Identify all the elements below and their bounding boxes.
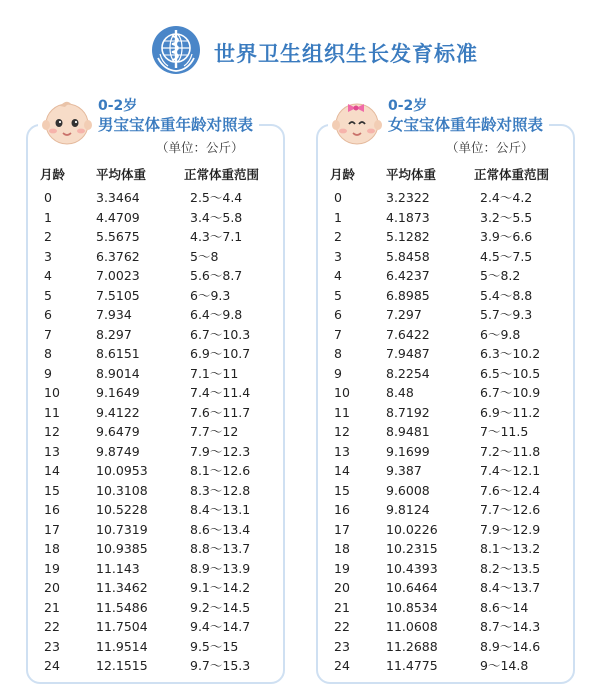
- column-header-normal-range: 正常体重范围: [474, 167, 550, 182]
- average-weight-cell: 8.48: [386, 385, 414, 400]
- normal-range-cell: 9.7～15.3: [190, 658, 251, 673]
- average-weight-cell: 11.7504: [96, 619, 148, 634]
- table-row: [330, 442, 565, 462]
- normal-range-cell: 9.2～14.5: [190, 599, 251, 615]
- average-weight-cell: 6.4237: [386, 268, 430, 283]
- average-weight-cell: 11.9514: [96, 638, 148, 654]
- age-month-cell: 9: [44, 365, 52, 381]
- average-weight-cell: 5.1282: [386, 229, 430, 244]
- table-row: [40, 461, 275, 481]
- age-month-cell: 21: [44, 599, 60, 615]
- table-row: [330, 266, 565, 286]
- table-row: [330, 286, 565, 306]
- normal-range-cell: 9.5～15: [190, 638, 239, 654]
- panel-heading: [382, 97, 549, 135]
- normal-range-cell: 4.3～7.1: [190, 229, 243, 244]
- page-header: [0, 0, 605, 80]
- average-weight-cell: 10.8534: [386, 599, 438, 615]
- average-weight-cell: 7.9487: [386, 346, 430, 361]
- normal-range-cell: 7.2～11.8: [480, 443, 541, 459]
- average-weight-cell: 7.6422: [386, 326, 430, 342]
- normal-range-cell: 8.9～14.6: [480, 638, 541, 654]
- column-header-average-weight: 平均体重: [386, 167, 437, 182]
- column-header-average-weight: 平均体重: [96, 167, 147, 182]
- normal-range-cell: 5.4～8.8: [480, 287, 533, 303]
- normal-range-cell: 8.6～13.4: [190, 521, 251, 537]
- age-month-cell: 21: [334, 599, 350, 615]
- table-body: [330, 188, 565, 676]
- table-row: [330, 617, 565, 637]
- average-weight-cell: 12.1515: [96, 658, 148, 673]
- age-month-cell: 18: [334, 541, 350, 556]
- average-weight-cell: 10.4393: [386, 560, 438, 576]
- average-weight-cell: 10.5228: [96, 502, 148, 517]
- age-month-cell: 20: [334, 580, 350, 595]
- normal-range-cell: 3.2～5.5: [480, 209, 533, 225]
- age-month-cell: 4: [44, 268, 52, 283]
- age-month-cell: 13: [334, 443, 350, 459]
- age-month-cell: 9: [334, 365, 342, 381]
- normal-range-cell: 9～14.8: [480, 658, 529, 673]
- age-month-cell: 12: [334, 424, 350, 439]
- normal-range-cell: 6.9～11.2: [480, 404, 541, 420]
- normal-range-cell: 8.3～12.8: [190, 482, 251, 498]
- normal-range-cell: 5～8: [190, 248, 219, 264]
- average-weight-cell: 8.9481: [386, 424, 430, 439]
- table-row: [330, 188, 565, 208]
- table-row: [330, 227, 565, 247]
- age-month-cell: 14: [334, 463, 350, 478]
- age-month-cell: 3: [334, 248, 342, 264]
- average-weight-cell: 11.0608: [386, 619, 438, 634]
- table-row: [40, 383, 275, 403]
- average-weight-cell: 9.387: [386, 463, 422, 478]
- average-weight-cell: 11.3462: [96, 580, 148, 595]
- panel-title: 男宝宝体重年龄对照表: [98, 116, 254, 134]
- table-row: [330, 364, 565, 384]
- normal-range-cell: 7.7～12.6: [480, 502, 541, 517]
- weight-table: [40, 164, 275, 676]
- table-row: [40, 442, 275, 462]
- normal-range-cell: 6.7～10.9: [480, 385, 541, 400]
- age-month-cell: 15: [44, 482, 60, 498]
- table-row: [330, 383, 565, 403]
- normal-range-cell: 8.9～13.9: [190, 560, 251, 576]
- average-weight-cell: 11.5486: [96, 599, 148, 615]
- normal-range-cell: 6.4～9.8: [190, 307, 243, 322]
- age-month-cell: 10: [44, 385, 60, 400]
- table-row: [330, 637, 565, 657]
- normal-range-cell: 5.6～8.7: [190, 268, 243, 283]
- average-weight-cell: 7.297: [386, 307, 422, 322]
- age-month-cell: 5: [44, 287, 52, 303]
- average-weight-cell: 3.3464: [96, 190, 140, 205]
- average-weight-cell: 5.8458: [386, 248, 430, 264]
- age-month-cell: 6: [44, 307, 52, 322]
- table-row: [40, 598, 275, 618]
- average-weight-cell: 8.297: [96, 326, 132, 342]
- table-row: [40, 656, 275, 676]
- average-weight-cell: 9.8749: [96, 443, 140, 459]
- age-month-cell: 16: [334, 502, 350, 517]
- normal-range-cell: 6.9～10.7: [190, 346, 251, 361]
- table-row: [330, 305, 565, 325]
- age-month-cell: 19: [44, 560, 60, 576]
- table-row: [330, 344, 565, 364]
- unit-label: （单位：公斤）: [156, 140, 244, 155]
- age-month-cell: 24: [44, 658, 60, 673]
- normal-range-cell: 5～8.2: [480, 268, 521, 283]
- average-weight-cell: 10.0953: [96, 463, 148, 478]
- table-row: [40, 520, 275, 540]
- table-row: [330, 578, 565, 598]
- column-header-normal-range: 正常体重范围: [184, 167, 260, 182]
- baby-girl-face-icon: [328, 96, 386, 148]
- table-header-row: [330, 164, 565, 186]
- average-weight-cell: 9.4122: [96, 404, 140, 420]
- normal-range-cell: 9.1～14.2: [190, 580, 251, 595]
- normal-range-cell: 2.5～4.4: [190, 190, 243, 205]
- average-weight-cell: 10.7319: [96, 521, 148, 537]
- column-header-age: 月龄: [330, 167, 356, 182]
- table-body: [40, 188, 275, 676]
- table-row: [40, 286, 275, 306]
- table-row: [40, 364, 275, 384]
- age-month-cell: 18: [44, 541, 60, 556]
- average-weight-cell: 8.9014: [96, 365, 140, 381]
- age-month-cell: 2: [44, 229, 52, 244]
- normal-range-cell: 8.1～13.2: [480, 541, 541, 556]
- age-month-cell: 10: [334, 385, 350, 400]
- average-weight-cell: 7.934: [96, 307, 132, 322]
- age-month-cell: 4: [334, 268, 342, 283]
- age-month-cell: 22: [44, 619, 60, 634]
- age-month-cell: 11: [44, 404, 60, 420]
- who-emblem-icon: [150, 24, 202, 76]
- age-month-cell: 17: [334, 521, 350, 537]
- age-range-label: 0-2岁: [98, 98, 138, 114]
- age-month-cell: 11: [334, 404, 350, 420]
- table-row: [330, 559, 565, 579]
- age-month-cell: 1: [334, 209, 342, 225]
- age-month-cell: 12: [44, 424, 60, 439]
- panel-title: 女宝宝体重年龄对照表: [388, 116, 544, 134]
- table-header-row: [40, 164, 275, 186]
- panel-heading: [92, 97, 259, 135]
- average-weight-cell: 4.1873: [386, 209, 430, 225]
- normal-range-cell: 7.6～12.4: [480, 482, 541, 498]
- normal-range-cell: 7.7～12: [190, 424, 239, 439]
- table-row: [330, 325, 565, 345]
- average-weight-cell: 9.8124: [386, 502, 430, 517]
- average-weight-cell: 9.6479: [96, 424, 140, 439]
- age-month-cell: 24: [334, 658, 350, 673]
- normal-range-cell: 8.2～13.5: [480, 560, 541, 576]
- girls-weight-panel: [316, 96, 575, 684]
- average-weight-cell: 6.3762: [96, 248, 140, 264]
- normal-range-cell: 8.6～14: [480, 599, 529, 615]
- age-month-cell: 6: [334, 307, 342, 322]
- normal-range-cell: 8.4～13.1: [190, 502, 251, 517]
- normal-range-cell: 2.4～4.2: [480, 190, 533, 205]
- normal-range-cell: 7.1～11: [190, 365, 239, 381]
- average-weight-cell: 5.5675: [96, 229, 140, 244]
- normal-range-cell: 7.9～12.3: [190, 443, 251, 459]
- normal-range-cell: 9.4～14.7: [190, 619, 251, 634]
- normal-range-cell: 6～9.3: [190, 287, 231, 303]
- age-range-label: 0-2岁: [388, 98, 428, 114]
- average-weight-cell: 11.4775: [386, 658, 438, 673]
- average-weight-cell: 10.2315: [386, 541, 438, 556]
- average-weight-cell: 11.143: [96, 560, 140, 576]
- average-weight-cell: 10.0226: [386, 521, 438, 537]
- normal-range-cell: 3.9～6.6: [480, 229, 533, 244]
- table-row: [40, 227, 275, 247]
- age-month-cell: 3: [44, 248, 52, 264]
- normal-range-cell: 8.7～14.3: [480, 619, 541, 634]
- table-row: [40, 578, 275, 598]
- table-row: [330, 461, 565, 481]
- age-month-cell: 17: [44, 521, 60, 537]
- table-row: [40, 247, 275, 267]
- table-row: [40, 481, 275, 501]
- table-row: [330, 422, 565, 442]
- average-weight-cell: 9.1699: [386, 443, 430, 459]
- age-month-cell: 2: [334, 229, 342, 244]
- age-month-cell: 5: [334, 287, 342, 303]
- normal-range-cell: 8.4～13.7: [480, 580, 541, 595]
- average-weight-cell: 9.1649: [96, 385, 140, 400]
- table-row: [40, 188, 275, 208]
- average-weight-cell: 10.3108: [96, 482, 148, 498]
- table-row: [40, 208, 275, 228]
- table-row: [330, 481, 565, 501]
- normal-range-cell: 4.5～7.5: [480, 248, 533, 264]
- column-header-age: 月龄: [40, 167, 66, 182]
- average-weight-cell: 11.2688: [386, 638, 438, 654]
- age-month-cell: 23: [334, 638, 350, 654]
- normal-range-cell: 7.6～11.7: [190, 404, 251, 420]
- normal-range-cell: 6.5～10.5: [480, 365, 541, 381]
- age-month-cell: 23: [44, 638, 60, 654]
- normal-range-cell: 7～11.5: [480, 424, 529, 439]
- average-weight-cell: 7.5105: [96, 287, 140, 303]
- age-month-cell: 16: [44, 502, 60, 517]
- age-month-cell: 15: [334, 482, 350, 498]
- normal-range-cell: 6～9.8: [480, 326, 521, 342]
- normal-range-cell: 3.4～5.8: [190, 209, 243, 225]
- table-row: [40, 637, 275, 657]
- average-weight-cell: 8.7192: [386, 404, 430, 420]
- average-weight-cell: 10.6464: [386, 580, 438, 595]
- age-month-cell: 1: [44, 209, 52, 225]
- average-weight-cell: 7.0023: [96, 268, 140, 283]
- page-title: 世界卫生组织生长发育标准: [214, 42, 478, 66]
- table-row: [40, 403, 275, 423]
- table-row: [330, 656, 565, 676]
- table-row: [40, 559, 275, 579]
- age-month-cell: 8: [44, 346, 52, 361]
- table-row: [40, 422, 275, 442]
- average-weight-cell: 8.2254: [386, 365, 430, 381]
- age-month-cell: 0: [44, 190, 52, 205]
- normal-range-cell: 7.9～12.9: [480, 521, 541, 537]
- normal-range-cell: 7.4～12.1: [480, 463, 541, 478]
- normal-range-cell: 7.4～11.4: [190, 385, 251, 400]
- table-row: [330, 539, 565, 559]
- average-weight-cell: 4.4709: [96, 209, 140, 225]
- age-month-cell: 20: [44, 580, 60, 595]
- age-month-cell: 13: [44, 443, 60, 459]
- age-month-cell: 19: [334, 560, 350, 576]
- table-row: [40, 539, 275, 559]
- average-weight-cell: 8.6151: [96, 346, 140, 361]
- table-row: [330, 247, 565, 267]
- table-row: [330, 403, 565, 423]
- normal-range-cell: 8.8～13.7: [190, 541, 251, 556]
- weight-table: [330, 164, 565, 676]
- normal-range-cell: 6.7～10.3: [190, 326, 251, 342]
- table-row: [40, 266, 275, 286]
- table-row: [40, 305, 275, 325]
- age-month-cell: 14: [44, 463, 60, 478]
- table-row: [330, 500, 565, 520]
- average-weight-cell: 10.9385: [96, 541, 148, 556]
- normal-range-cell: 8.1～12.6: [190, 463, 251, 478]
- table-row: [40, 617, 275, 637]
- age-month-cell: 22: [334, 619, 350, 634]
- age-month-cell: 7: [44, 326, 52, 342]
- table-row: [40, 500, 275, 520]
- boys-weight-panel: [26, 96, 285, 684]
- table-row: [330, 520, 565, 540]
- table-row: [40, 344, 275, 364]
- baby-boy-face-icon: [38, 96, 96, 148]
- age-month-cell: 0: [334, 190, 342, 205]
- table-row: [330, 598, 565, 618]
- table-row: [40, 325, 275, 345]
- age-month-cell: 7: [334, 326, 342, 342]
- average-weight-cell: 6.8985: [386, 287, 430, 303]
- average-weight-cell: 9.6008: [386, 482, 430, 498]
- normal-range-cell: 5.7～9.3: [480, 307, 533, 322]
- normal-range-cell: 6.3～10.2: [480, 346, 541, 361]
- average-weight-cell: 3.2322: [386, 190, 430, 205]
- age-month-cell: 8: [334, 346, 342, 361]
- unit-label: （单位：公斤）: [446, 140, 534, 155]
- table-row: [330, 208, 565, 228]
